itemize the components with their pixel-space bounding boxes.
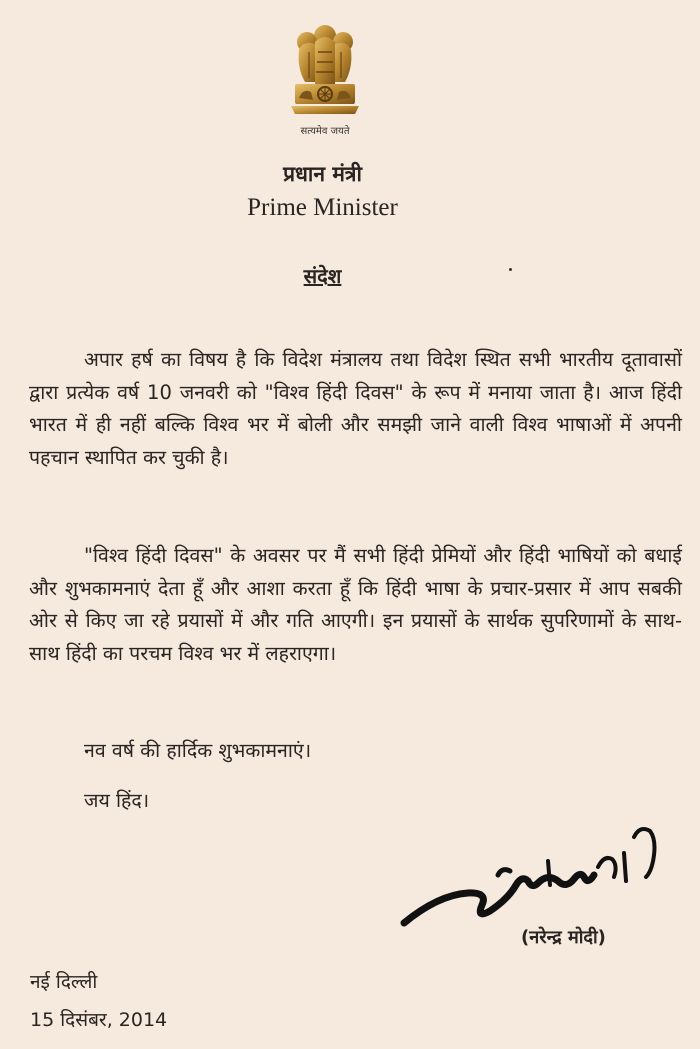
place: नई दिल्ली: [30, 971, 98, 993]
ink-speck: [509, 268, 512, 271]
message-paragraph-2: "विश्व हिंदी दिवस" के अवसर पर मैं सभी हिंदी प्रेमियों और हिंदी भाषियों को बधाई और शुभकामनाएं देता हूँ और आशा करता हूँ कि हिंदी भाषा के प्रचार-प्रसार में आप सबकी ओर से किए जा रहे प्रयासों में और गति आएगी। इन प्रयासों के सार्थक सुपरिणामों के साथ-साथ हिंदी का परचम विश्व भर में लहराएगा।: [29, 544, 682, 665]
message-heading: संदेश: [303, 264, 342, 288]
letterhead-title-english: Prime Minister: [247, 194, 398, 221]
new-year-greeting: नव वर्ष की हार्दिक शुभकामनाएं।: [84, 739, 312, 762]
date: 15 दिसंबर, 2014: [30, 1009, 168, 1031]
message-paragraph-1: अपार हर्ष का विषय है कि विदेश मंत्रालय तथा विदेश स्थित सभी भारतीय दूतावासों द्वारा प्रत्येक वर्ष 10 जनवरी को "विश्व हिंदी दिवस" के रूप में मनाया जाता है। आज हिंदी भारत में ही नहीं बल्कि विश्व भर में बोली और समझी जाने वाली विश्व भाषाओं में अपनी पहचान स्थापित कर चुकी है।: [29, 348, 682, 469]
signatory-name: (नरेन्द्र मोदी): [521, 927, 606, 948]
emblem-motto: सत्यमेव जयते: [300, 126, 350, 137]
letterhead-title-hindi: प्रधान मंत्री: [283, 162, 362, 186]
handwritten-signature: [398, 815, 668, 935]
closing-salutation: जय हिंद।: [84, 789, 150, 812]
